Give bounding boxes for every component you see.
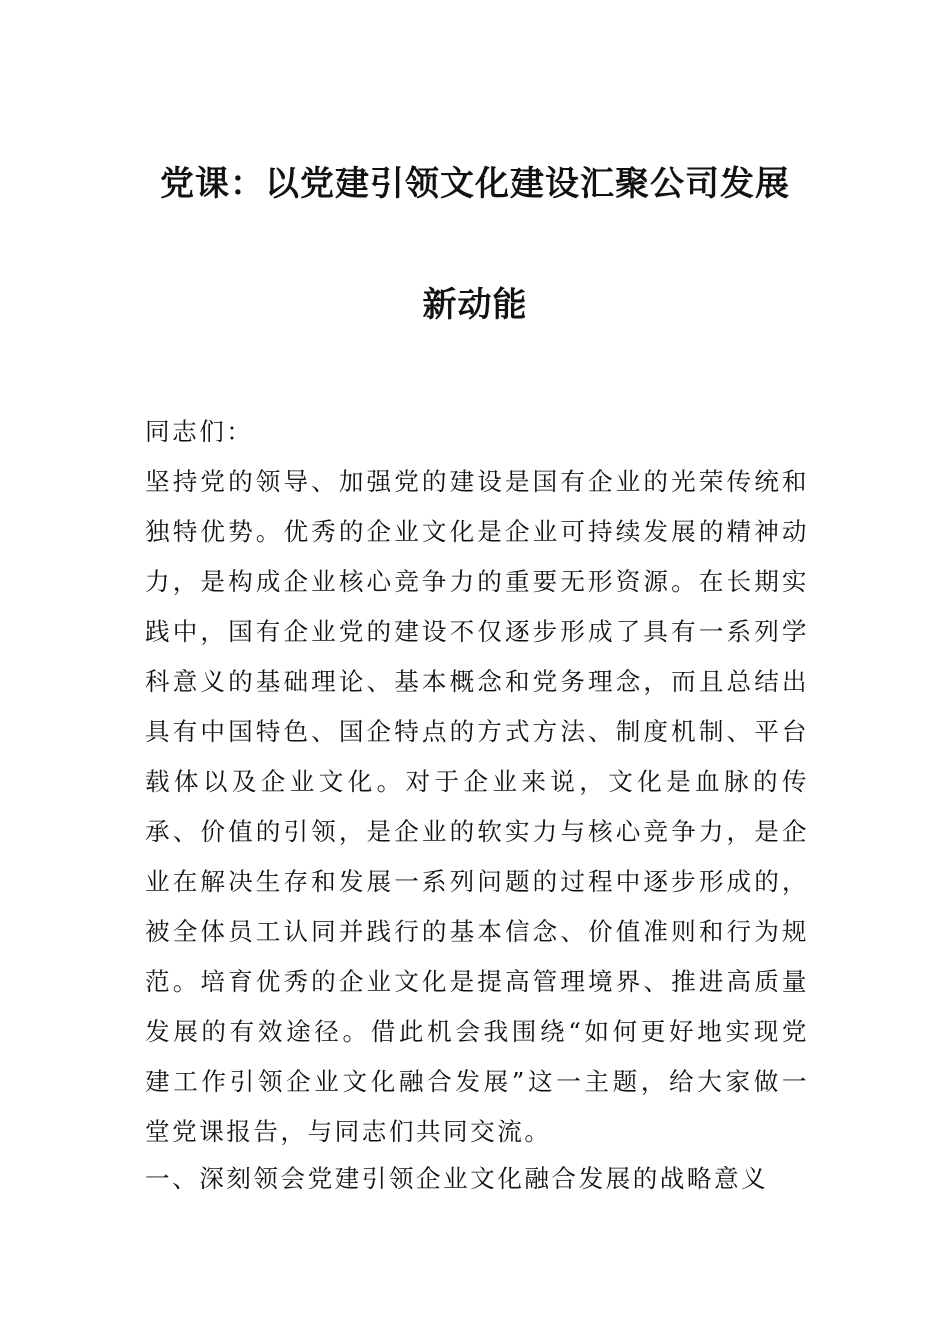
section-heading-1: 一、深刻领会党建引领企业文化融合发展的战略意义 bbox=[145, 1164, 769, 1193]
salutation: 同志们： bbox=[145, 417, 254, 446]
document-title-line-2: 新动能 bbox=[422, 285, 528, 325]
document-title-line-1: 党课：以党建引领文化建设汇聚公司发展 bbox=[160, 164, 790, 204]
body-paragraph: 坚持党的领导、加强党的建设是国有企业的光荣传统和独特优势。优秀的企业文化是企业可持续发展的精神动力，是构成企业核心竞争力的重要无形资源。在长期实践中，国有企业党的建设不仅逐步形成了具有一系列学科意义的基础理论、基本概念和党务理念，而且总结出具有中国特色、国企特点的方式方法、制度机制、平台载体以及企业文化。对于企业来说，文化是血脉的传承、价值的引领，是企业的软实力与核心竞争力，是企业在解决生存和发展一系列问题的过程中逐步形成的，被全体员工认同并践行的基本信念、价值准则和行为规范。培育优秀的企业文化是提高管理境界、推进高质量发展的有效途径。借此机会我围绕“如何更好地实现党建工作引领企业文化融合发展”这一主题，给大家做一堂党课报告，与同志们共同交流。 bbox=[145, 467, 809, 1146]
